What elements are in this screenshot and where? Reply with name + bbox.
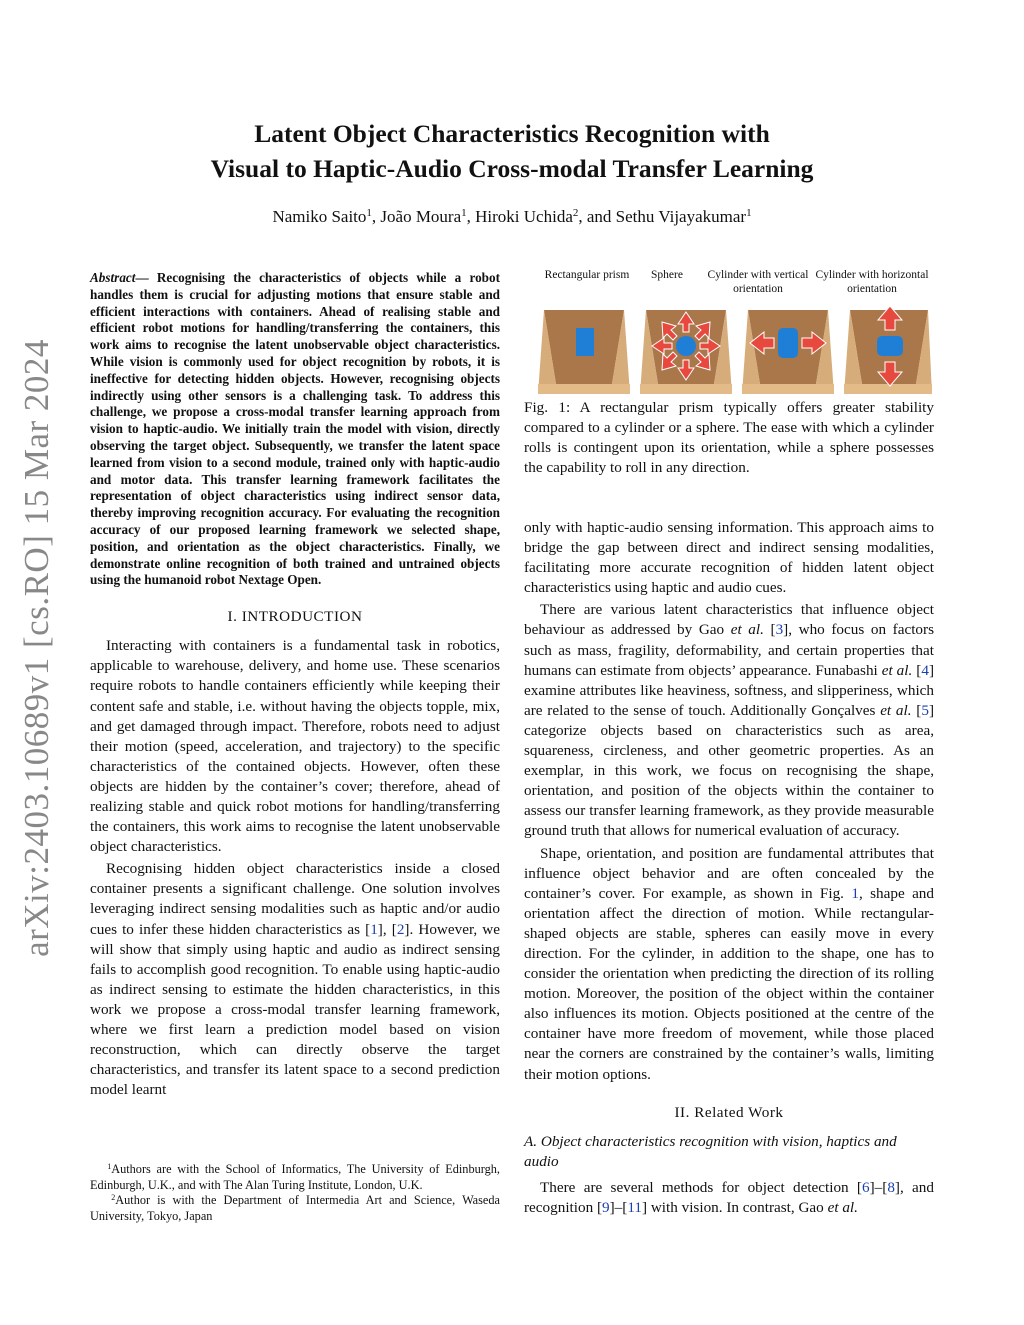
citation-link[interactable]: 4 <box>921 661 929 679</box>
text-run: ] examine attributes like heaviness, softness, and slipperiness, which are related to the sense of touch. Additionally Gonçalves <box>524 661 934 719</box>
right-paragraph-4 <box>524 1178 934 1218</box>
author-name: Hiroki Uchida <box>475 207 573 226</box>
citation-link[interactable]: 6 <box>862 1178 870 1196</box>
section-heading-introduction: I. INTRODUCTION <box>227 608 363 626</box>
container-box-cylinder-horizontal <box>844 306 932 394</box>
text-run: ] categorize objects based on characteristics such as area, squareness, circleness, and other geometric properties. As an exemplar, in this work, we focus on recognising the shape, orientation, and position of the objects within the container to assess our transfer learning framework, as they provide measurable ground truth that allows for numerical evaluation of accuracy. <box>524 701 935 840</box>
container-box-cylinder-vertical <box>742 310 834 394</box>
abstract-label: Abstract <box>90 270 136 285</box>
text-run: [ <box>911 701 922 719</box>
text-run: , shape and orientation affect the direction of motion. While rectangular-shaped objects are stable, spheres can easily move in every direction. For the cylinder, in addition to the shape, one has to consider the orientation when predicting the direction of its rolling motion. Moreover, the position of the object within the container also influences its motion. Objects positioned at the centre of the container have more freedom of movement, while those placed near the corners are constrained by the container’s walls, limiting their motion options. <box>524 884 934 1083</box>
author-name: Namiko Saito <box>272 207 367 226</box>
citation-link[interactable]: 5 <box>921 701 929 719</box>
citation-link[interactable]: 9 <box>602 1199 610 1216</box>
right-paragraph-2 <box>524 600 934 841</box>
prism-object <box>576 328 594 356</box>
text-run: ]. However, we will show that simply using haptic and audio as indirect sensing fails to accomplish good recognition. To enable using haptic-audio as indirect sensing to estimate the hidden characteristics, in this work we propose a cross-modal transfer learning framework, where we first learn a prediction model based on vision reconstruction, which can directly observe the target characteristics, and transfer its latent space to a second prediction model learnt <box>90 920 500 1099</box>
abstract-dash: — <box>135 270 157 285</box>
section-heading-related-work: II. Related Work <box>674 1103 784 1121</box>
right-paragraph-3 <box>524 844 934 1085</box>
text-run: ] with vision. In contrast, Gao <box>641 1199 828 1216</box>
figure-label-prism: Rectangular prism <box>544 269 630 281</box>
text-run: Shape, orientation, and position are fundamental attributes that influence object behavior and are often concealed by the container’s cover. For example, as shown in Fig. <box>524 844 934 902</box>
text-run: ], who focus on factors such as mass, fragility, deformability, and certain properties that humans can estimate from objects’ appearance. Funabashi <box>524 621 934 679</box>
citation-link[interactable]: 11 <box>627 1199 642 1216</box>
footnote-text: Authors are with the School of Informatics, The University of Edinburgh, Edinburgh, U.K., and with The Alan Turing Institute, London, U.K. <box>90 1162 500 1192</box>
figure-label-cylinder-vertical: Cylinder with vertical orientation <box>707 269 809 295</box>
et-al: et al. <box>881 661 913 679</box>
author-separator: , and <box>578 207 616 226</box>
text-run: ]–[ <box>609 1199 628 1216</box>
text-run: [ <box>912 661 922 679</box>
author-affiliation: 1 <box>461 207 467 219</box>
arxiv-side-stamp <box>6 339 68 957</box>
citation-link[interactable]: 1 <box>370 920 378 938</box>
author-separator: , <box>371 207 381 226</box>
text-run: [ <box>763 621 776 639</box>
container-box-prism <box>538 310 630 394</box>
citation-link[interactable]: 2 <box>396 920 405 938</box>
text-run: There are several methods for object detection [ <box>540 1178 862 1196</box>
abstract <box>90 270 500 589</box>
footnote-mark: 2 <box>111 1193 116 1202</box>
paper-title <box>120 116 904 186</box>
author-list <box>120 207 904 227</box>
cylinder-horizontal-object <box>877 336 903 356</box>
right-column <box>524 518 934 1220</box>
figure-1 <box>524 262 934 392</box>
container-box-sphere <box>640 310 732 394</box>
intro-paragraph-1: Interacting with containers is a fundamental task in robotics, applicable to warehouse, delivery, and home use. These scenarios require robots to handle containers efficiently while keeping their content safe and stable, i.e. without having the objects topple, mix, and get damaged through impact. Therefore, robots need to adjust their motion (speed, acceleration, and trajectory) to the specific characteristics of the contained objects. However, often these objects are hidden by the container’s cover; therefore, ahead of realizing stable and quick robot motions for handling/transferring the containers, this work aims to recognise the latent unobservable object characteristics. <box>90 637 500 856</box>
et-al: et al. <box>827 1199 858 1216</box>
author-affiliation: 2 <box>572 207 579 219</box>
intro-paragraph-2 <box>90 859 500 1100</box>
cylinder-vertical-object <box>778 328 798 358</box>
abstract-text: Recognising the characteristics of objects while a robot handles them is crucial for adjusting motions that ensure stable and efficient interactions with containers. Ahead of realising stable and efficient robot motions for handling/transferring the containers, this work aims to recognise the latent unobservable object characteristics. While vision is commonly used for object recognition by robots, it is ineffective for detecting hidden objects. However, recognising objects indirectly using other sensors is a challenging task. To address this challenge, we propose a cross-modal transfer learning approach from vision to haptic-audio. We initially train the model with vision, directly observing the target object. Subsequently, we transfer the latent space learned from vision to a second module, trained only with haptic-audio and motor data. This transfer learning framework facilitates the representation of object characteristics using indirect sensor data, thereby improving recognition accuracy. For evaluating the recognition accuracy of our proposed learning framework we selected shape, position, and orientation as the object characteristics. Finally, we demonstrate online recognition of both trained and untrained objects using the humanoid robot Nextage Open. <box>90 270 501 588</box>
author-name: João Moura <box>380 207 462 226</box>
title-line-2: Visual to Haptic-Audio Cross-modal Transfer Learning <box>210 154 814 183</box>
right-paragraph-1: only with haptic-audio sensing information. This approach aims to bridge the gap between direct and indirect sensing modalities, facilitating more accurate recognition of hidden latent object characteristics using haptic and audio cues. <box>524 519 934 597</box>
footnote-1 <box>90 1162 500 1193</box>
citation-link[interactable]: 8 <box>887 1178 895 1196</box>
citation-link[interactable]: 3 <box>775 621 784 639</box>
footnote-text: Author is with the Department of Intermedia Art and Science, Waseda University, Tokyo, Japan <box>90 1193 500 1223</box>
title-line-1: Latent Object Characteristics Recognition with <box>254 119 770 148</box>
et-al: et al. <box>730 621 764 639</box>
author-affiliation: 1 <box>366 207 372 219</box>
text-run: ], [ <box>377 920 397 938</box>
figure-link[interactable]: 1 <box>851 884 859 902</box>
subsection-heading-a: A. Object characteristics recognition with vision, haptics and audio <box>524 1132 897 1170</box>
footnote-mark: 1 <box>107 1162 112 1171</box>
figure-label-cylinder-horizontal: Cylinder with horizontal orientation <box>815 269 929 295</box>
figure-image <box>524 298 934 398</box>
text-run: ]–[ <box>869 1178 888 1196</box>
sphere-object <box>676 336 696 356</box>
text-run: Recognising hidden object characteristics inside a closed container presents a significant challenge. One solution involves leveraging indirect sensing modalities such as haptic and/or audio cues to infer these hidden characteristics as [ <box>90 860 500 938</box>
figure-caption: Fig. 1: A rectangular prism typically offers greater stability compared to a cylinder or a sphere. The ease with which a cylinder rolls is contingent upon its orientation, while a sphere possesses the capability to roll in any direction. <box>524 399 934 477</box>
left-column <box>90 270 500 1102</box>
author-affiliation: 1 <box>746 207 752 219</box>
arxiv-identifier: arXiv:2403.10689v1 [cs.RO] 15 Mar 2024 <box>17 339 56 957</box>
figure-label-sphere: Sphere <box>651 269 683 281</box>
text-run: There are various latent characteristics that influence object behaviour as addressed by Gao <box>524 601 934 639</box>
author-separator: , <box>466 207 476 226</box>
footnote-2 <box>90 1193 500 1224</box>
footnotes <box>90 1162 500 1224</box>
author-name: Sethu Vijayakumar <box>615 207 747 226</box>
text-run: ], and recognition [ <box>524 1178 934 1216</box>
et-al: et al. <box>880 701 912 719</box>
